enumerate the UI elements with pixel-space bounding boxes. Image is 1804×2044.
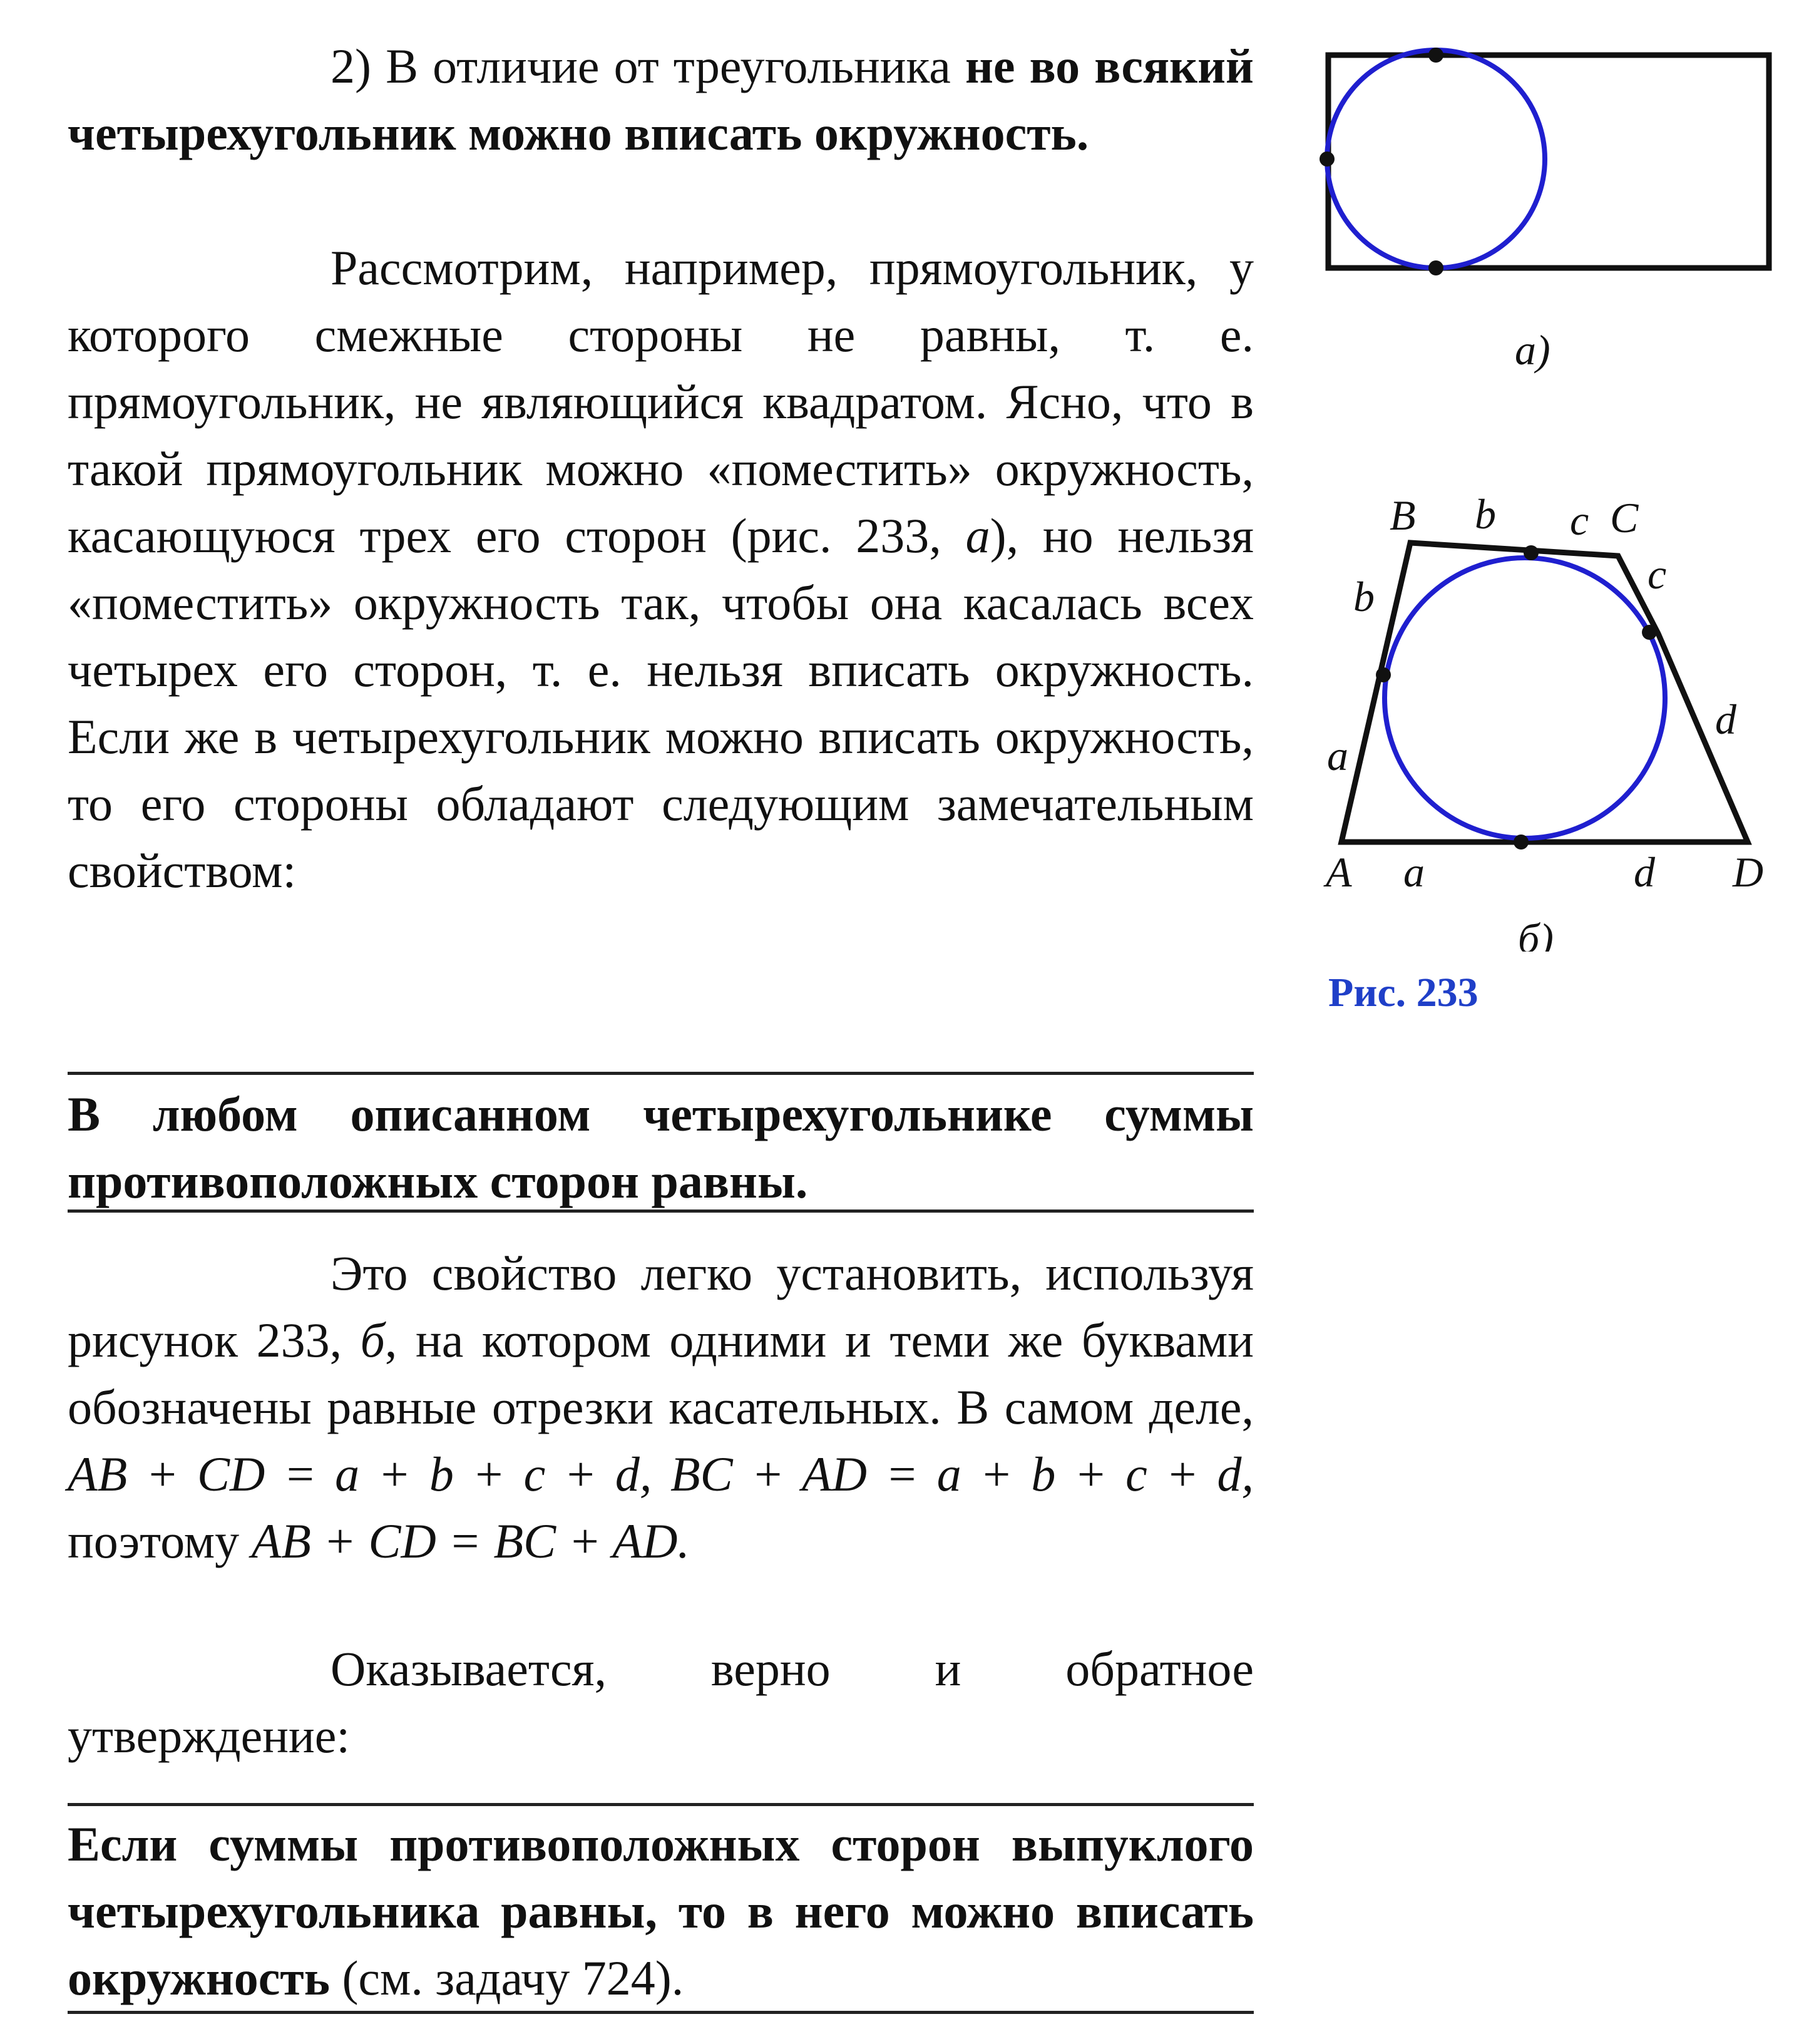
equation-3: AB + CD = BC + AD. — [251, 1514, 690, 1568]
equation-2: BC + AD = a + b + c + d, — [670, 1447, 1254, 1501]
theorem-2-text — [68, 1810, 1254, 2011]
segment-a-left-label: a — [1327, 732, 1348, 779]
therefore-word: поэтому — [68, 1514, 252, 1568]
theorem-2-bold: Если суммы противоположных сторон выпуклого четырехугольника равны, то в него можно вписать окружность — [68, 1817, 1254, 2005]
paragraph-converse — [68, 1635, 1254, 1769]
theorem-2-tail: (см. задачу 724). — [329, 1951, 684, 2005]
theorem1-bottom-rule — [68, 1209, 1254, 1213]
rectangle — [1328, 55, 1769, 268]
tangent-point-cd — [1642, 625, 1657, 640]
figure-233-svg — [1302, 38, 1790, 952]
segment-b-left-label: b — [1353, 573, 1375, 620]
rectangle-example-text — [68, 234, 1254, 904]
tangent-point-bc — [1524, 545, 1539, 560]
equation-1: AB + CD = a + b + c + d, — [68, 1447, 652, 1501]
proof-text — [68, 1240, 1254, 1574]
theorem2-top-rule — [68, 1803, 1254, 1806]
paragraph-intro — [68, 33, 1254, 167]
tangent-point-left — [1320, 152, 1335, 167]
proof-text-part2: , на котором одними и теми же буквами обозначены равные отрезки касательных. В самом деле, — [68, 1313, 1254, 1434]
theorem2-bottom-rule — [68, 2011, 1254, 2014]
tangent-point-top — [1428, 48, 1443, 63]
paragraph-rectangle-example — [68, 234, 1254, 904]
converse-text: Оказывается, верно и обратное утверждение: — [68, 1641, 1254, 1763]
vertex-a-label: A — [1326, 848, 1352, 896]
figure-b — [1323, 490, 1763, 952]
theorem-1 — [68, 1081, 1254, 1215]
figure-caption: Рис. 233 — [1328, 970, 1479, 1015]
circle-a — [1327, 50, 1545, 268]
segment-a-bottom-label: a — [1403, 848, 1425, 896]
figure-a-label: а) — [1515, 326, 1550, 374]
segment-d-right-label: d — [1715, 696, 1736, 743]
segment-d-bottom-label: d — [1634, 848, 1655, 896]
theorem-2 — [68, 1810, 1254, 2011]
figure-233 — [1302, 38, 1790, 1039]
segment-b-top-label: b — [1475, 490, 1496, 538]
segment-c-top-label: c — [1570, 496, 1589, 544]
figure-ref-b: б — [360, 1313, 385, 1367]
tangent-point-ab — [1376, 667, 1391, 682]
paragraph-proof — [68, 1240, 1254, 1574]
figure-b-label: б) — [1518, 915, 1554, 952]
intro-text — [68, 33, 1254, 167]
intro-lead: 2) В отличие от треугольника — [331, 39, 965, 93]
figure-a — [1320, 48, 1769, 374]
tangent-point-bottom — [1428, 260, 1443, 275]
circle-b — [1385, 558, 1665, 838]
tangent-point-ad — [1514, 835, 1529, 850]
intro-bold-statement: не во всякий четырехугольник можно вписать окружность. — [68, 39, 1254, 160]
quadrilateral-abcd — [1341, 543, 1748, 842]
theorem1-top-rule — [68, 1072, 1254, 1075]
vertex-b-label: B — [1390, 491, 1416, 539]
theorem-1-text: В любом описанном четырехугольнике суммы противоположных сторон равны. — [68, 1087, 1254, 1208]
segment-c-right-label: c — [1648, 550, 1667, 598]
vertex-c-label: C — [1610, 494, 1639, 542]
rectangle-text-part2: ), но нельзя «поместить» окружность так, чтобы она касалась всех четырех его сторон, т. е. нельзя вписать окружность. Если же в четырехугольник можно вписать окружность, то его стороны обладают следующим замечательным свойством: — [68, 508, 1254, 898]
vertex-d-label: D — [1733, 848, 1764, 896]
rectangle-text-part1: Рассмотрим, например, прямоугольник, у которого смежные стороны не равны, т. е. прямоугольник, не являющийся квадратом. Ясно, что в такой прямоугольник можно «поместить» окружность, касающуюся трех его сторон (рис. 233, — [68, 240, 1254, 563]
proof-text-part1: Это свойство легко установить, используя рисунок 233, — [68, 1246, 1254, 1367]
figure-ref-a: а — [965, 508, 990, 563]
